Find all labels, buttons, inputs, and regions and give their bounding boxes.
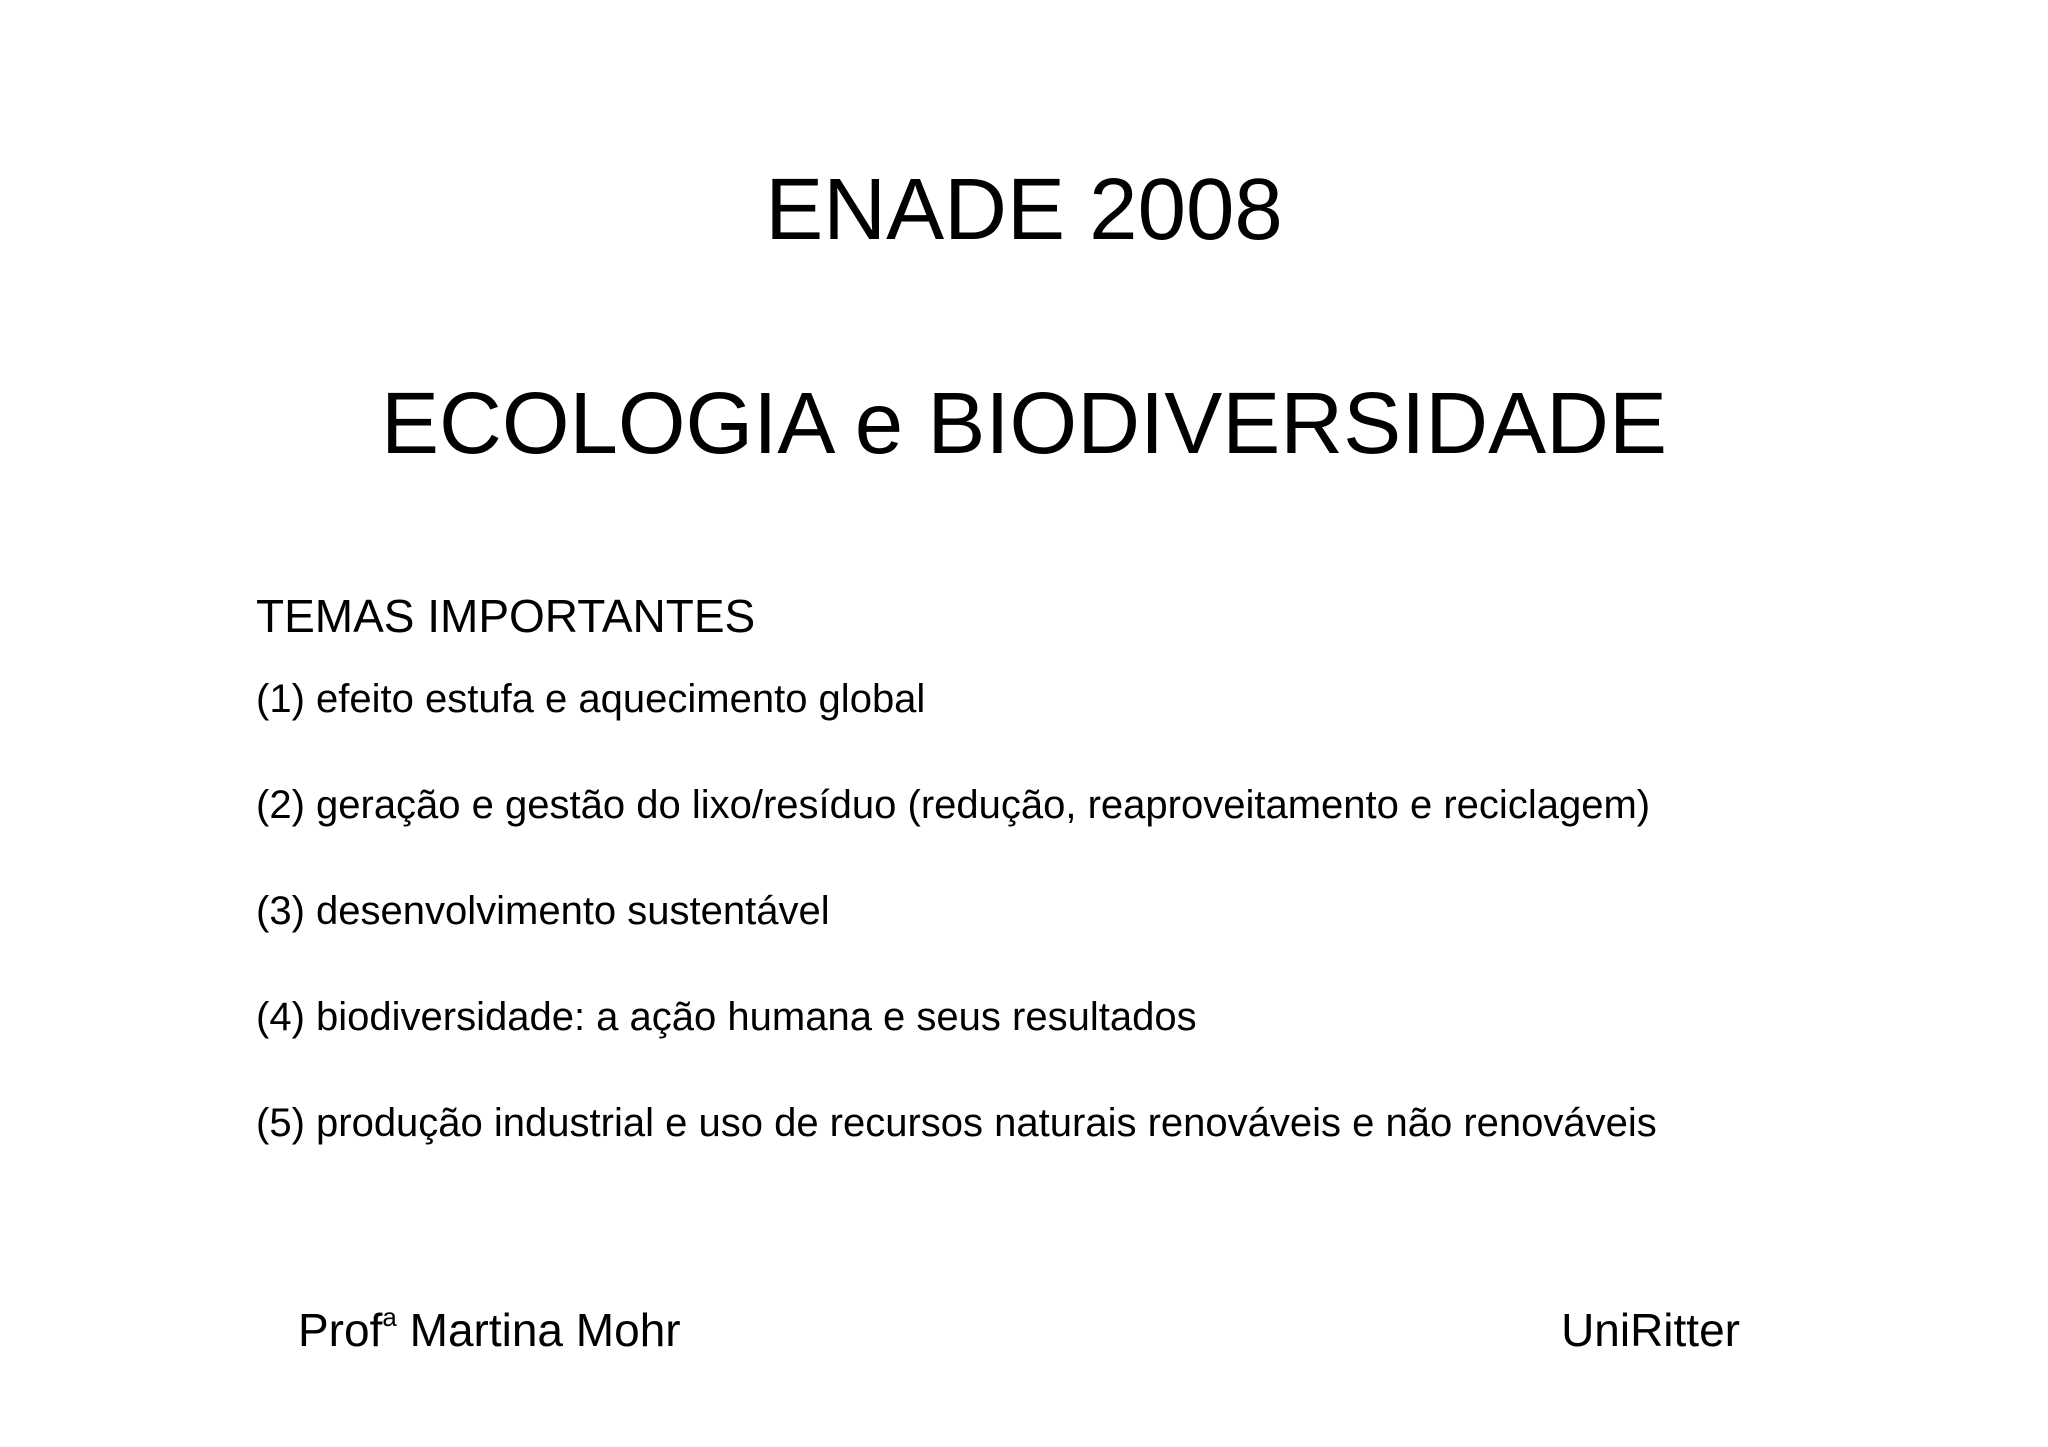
author-name: Martina Mohr (409, 1304, 681, 1356)
slide-title: ENADE 2008 (765, 161, 1283, 258)
topic-item: (3) desenvolvimento sustentável (256, 889, 830, 933)
institution-name: UniRitter (1561, 1304, 1740, 1356)
author-superscript: a (382, 1302, 397, 1332)
topic-item: (2) geração e gestão do lixo/resíduo (redução, reaproveitamento e reciclagem) (256, 783, 1651, 827)
author-prefix: Prof (298, 1304, 383, 1356)
topic-item: (4) biodiversidade: a ação humana e seus resultados (256, 995, 1197, 1039)
topics-heading: TEMAS IMPORTANTES (256, 590, 756, 642)
topic-item: (5) produção industrial e uso de recursos naturais renováveis e não renováveis (256, 1101, 1657, 1145)
topics-list (256, 674, 1657, 1204)
slide-subtitle: ECOLOGIA e BIODIVERSIDADE (380, 375, 1668, 472)
author-credit (298, 1302, 681, 1358)
topic-item: (1) efeito estufa e aquecimento global (256, 677, 926, 721)
